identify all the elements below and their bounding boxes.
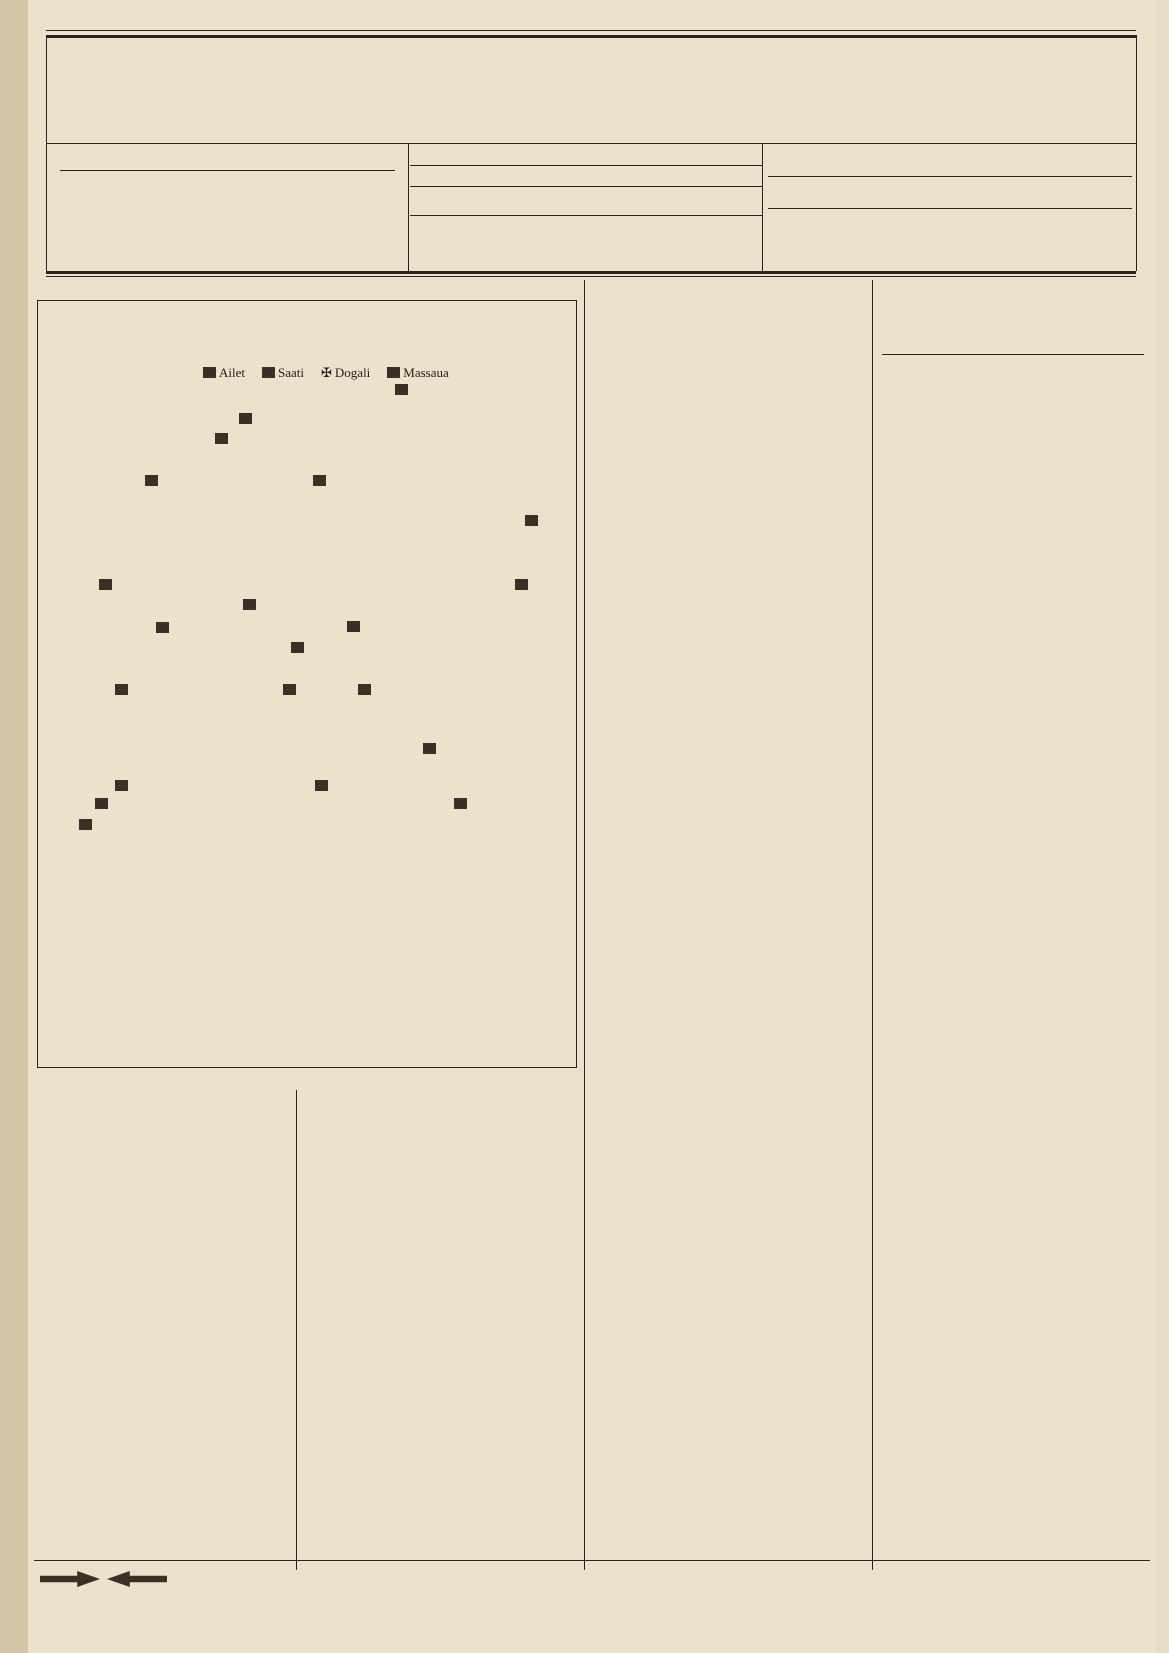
- square-marker-icon: [239, 413, 252, 424]
- article-column-2: [306, 1096, 578, 1562]
- map-place: [112, 683, 131, 697]
- masthead-title: [198, 31, 1062, 147]
- square-marker-icon: [156, 622, 169, 633]
- map-place: Ailet: [219, 365, 245, 380]
- divider: [768, 176, 1132, 177]
- map-place: [310, 474, 329, 488]
- divider: [46, 276, 1136, 277]
- map-place: [240, 598, 259, 612]
- square-marker-icon: [215, 433, 228, 444]
- divider: [410, 215, 762, 216]
- square-marker-icon: [115, 780, 128, 791]
- square-marker-icon: [313, 475, 326, 486]
- article-continuation: [882, 286, 1148, 346]
- square-marker-icon: [358, 684, 371, 695]
- cross-marker-icon: ✠: [321, 365, 332, 380]
- divider: [762, 143, 763, 271]
- map-place: [96, 578, 115, 592]
- square-marker-icon: [79, 819, 92, 830]
- square-marker-icon: [243, 599, 256, 610]
- divider: [1136, 35, 1137, 271]
- map-place: [212, 432, 231, 446]
- advertisement-footer: [40, 1566, 1150, 1606]
- divider: [768, 208, 1132, 209]
- map-place: Massaua: [403, 365, 449, 380]
- square-marker-icon: [145, 475, 158, 486]
- square-marker-icon: [99, 579, 112, 590]
- map-place: [142, 474, 161, 488]
- divider: [46, 271, 1136, 274]
- square-marker-icon: [283, 684, 296, 695]
- map-place: [76, 818, 95, 832]
- article-column-3: [592, 286, 864, 1562]
- square-marker-icon: [515, 579, 528, 590]
- map-place: [92, 797, 111, 811]
- map-place: [355, 683, 374, 697]
- square-marker-icon: [454, 798, 467, 809]
- map-place: [451, 797, 470, 811]
- top-info-line: [60, 6, 1140, 30]
- square-marker-icon: [395, 384, 408, 395]
- article-column-1: [34, 1158, 290, 1558]
- square-marker-icon: [387, 367, 400, 378]
- square-marker-icon: [95, 798, 108, 809]
- square-marker-icon: [347, 621, 360, 632]
- annuncio-body: [886, 464, 1144, 1564]
- map-place: [344, 620, 363, 634]
- map-place: [522, 514, 541, 528]
- divider: [46, 143, 1136, 144]
- binding-gutter: [0, 0, 29, 1653]
- column-rule: [584, 280, 585, 1570]
- pointing-hand-icon: [40, 1571, 100, 1587]
- map-place: [420, 742, 439, 756]
- square-marker-icon: [291, 642, 304, 653]
- map-place: [153, 621, 172, 635]
- map-place: [512, 578, 531, 592]
- square-marker-icon: [203, 367, 216, 378]
- map-place: [392, 383, 411, 397]
- column-rule: [872, 280, 873, 1570]
- divider: [46, 35, 47, 271]
- divider: [882, 354, 1144, 355]
- square-marker-icon: [262, 367, 275, 378]
- column-rule: [296, 1090, 297, 1570]
- square-marker-icon: [315, 780, 328, 791]
- pointing-hand-icon: [107, 1571, 167, 1587]
- map-place: [236, 412, 255, 426]
- map-place: [312, 779, 331, 793]
- divider: [410, 165, 762, 166]
- map-place: Saati: [278, 365, 304, 380]
- square-marker-icon: [525, 515, 538, 526]
- divider: [408, 143, 409, 271]
- map-place: Dogali: [334, 365, 371, 380]
- square-marker-icon: [115, 684, 128, 695]
- map-place: [280, 683, 299, 697]
- square-marker-icon: [423, 743, 436, 754]
- divider: [34, 1560, 1150, 1561]
- divider: [410, 186, 762, 187]
- divider: [60, 170, 395, 171]
- map-place: [112, 779, 131, 793]
- map-place: [288, 641, 307, 655]
- map-row-top: [200, 366, 463, 380]
